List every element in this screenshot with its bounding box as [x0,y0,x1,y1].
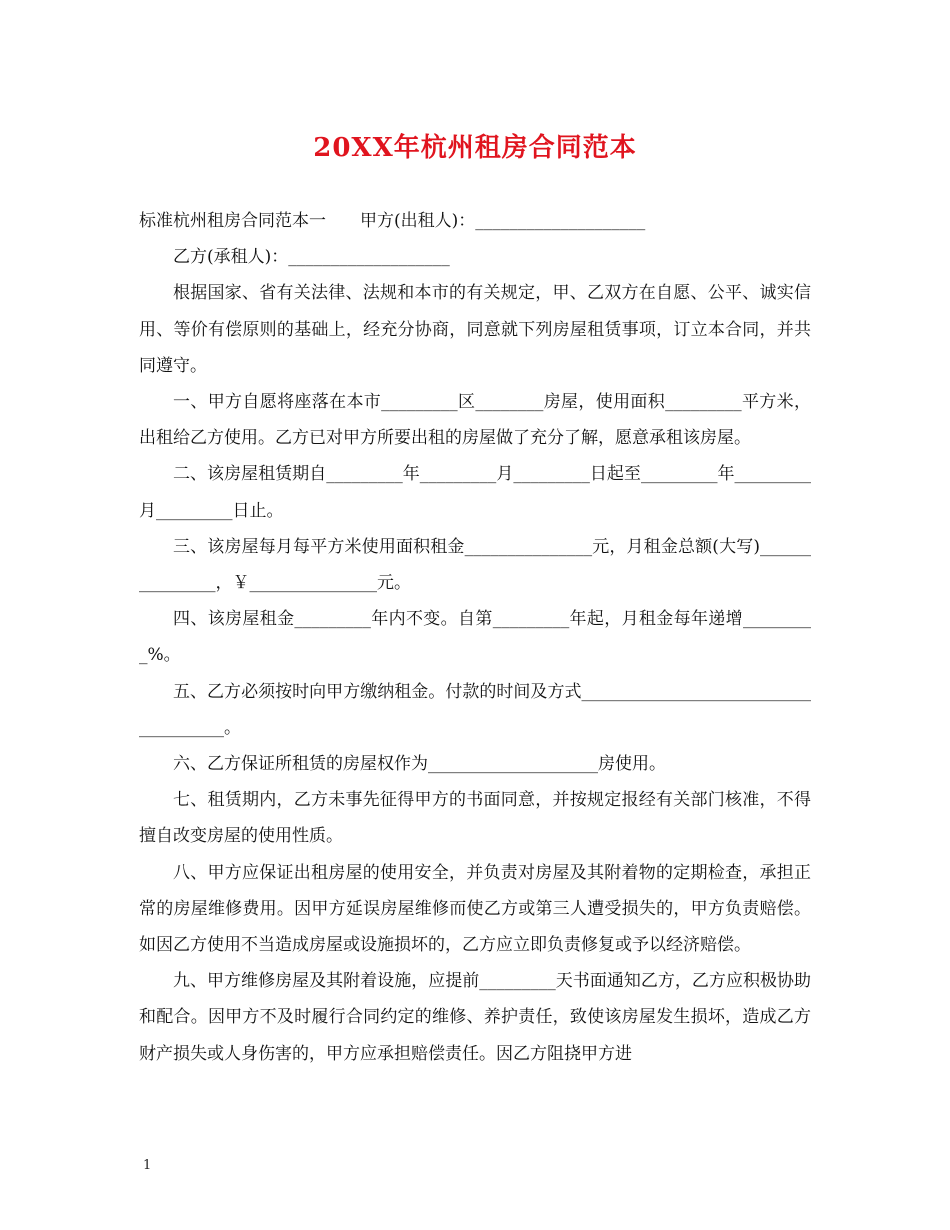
contract-body [139,203,811,1072]
clause-9: 九、甲方维修房屋及其附着设施，应提前_________天书面通知乙方，乙方应积极协助和配合。因甲方不及时履行合同约定的维修、养护责任，致使该房屋发生损坏，造成乙方财产损失或人身伤害的，甲方应承担赔偿责任。因乙方阻挠甲方进 [139,971,811,1064]
clause-6: 六、乙方保证所租赁的房屋权作为____________________房使用。 [173,754,666,775]
tenant-line: 乙方(承租人)：___________________ [173,247,450,268]
clause-1: 一、甲方自愿将座落在本市_________区________房屋，使用面积_________平方米，出租给乙方使用。乙方已对甲方所要出租的房屋做了充分了解，愿意承租该房屋。 [139,392,811,449]
clause-2: 二、该房屋租赁期自_________年_________月_________日起至_________年_________月_________日止。 [139,464,811,521]
clause-3: 三、该房屋每月每平方米使用面积租金_______________元，月租金总额(大写)_______________，￥_______________元。 [139,536,811,594]
preamble-paragraph: 根据国家、省有关法律、法规和本市的有关规定，甲、乙双方在自愿、公平、诚实信用、等价有偿原则的基础上，经充分协商，同意就下列房屋租赁事项，订立本合同，并共同遵守。 [139,283,811,376]
clause-7: 七、租赁期内，乙方未事先征得甲方的书面同意，并按规定报经有关部门核准，不得擅自改变房屋的使用性质。 [139,790,811,847]
page-title: 20XX年杭州租房合同范本 [313,133,637,163]
contract-header-line: 标准杭州租房合同范本一 甲方(出租人)：____________________ [139,211,646,231]
clause-4: 四、该房屋租金_________年内不变。自第_________年起，月租金每年递增_________%。 [139,609,811,666]
clause-5: 五、乙方必须按时向甲方缴纳租金。付款的时间及方式_____________________________________。 [139,681,811,738]
clause-8: 八、甲方应保证出租房屋的使用安全，并负责对房屋及其附着物的定期检查，承担正常的房屋维修费用。因甲方延误房屋维修而使乙方或第三人遭受损失的，甲方负责赔偿。如因乙方使用不当造成房屋或设施损坏的，乙方应立即负责修复或予以经济赔偿。 [139,862,811,956]
page-number: 1 [143,1158,152,1173]
